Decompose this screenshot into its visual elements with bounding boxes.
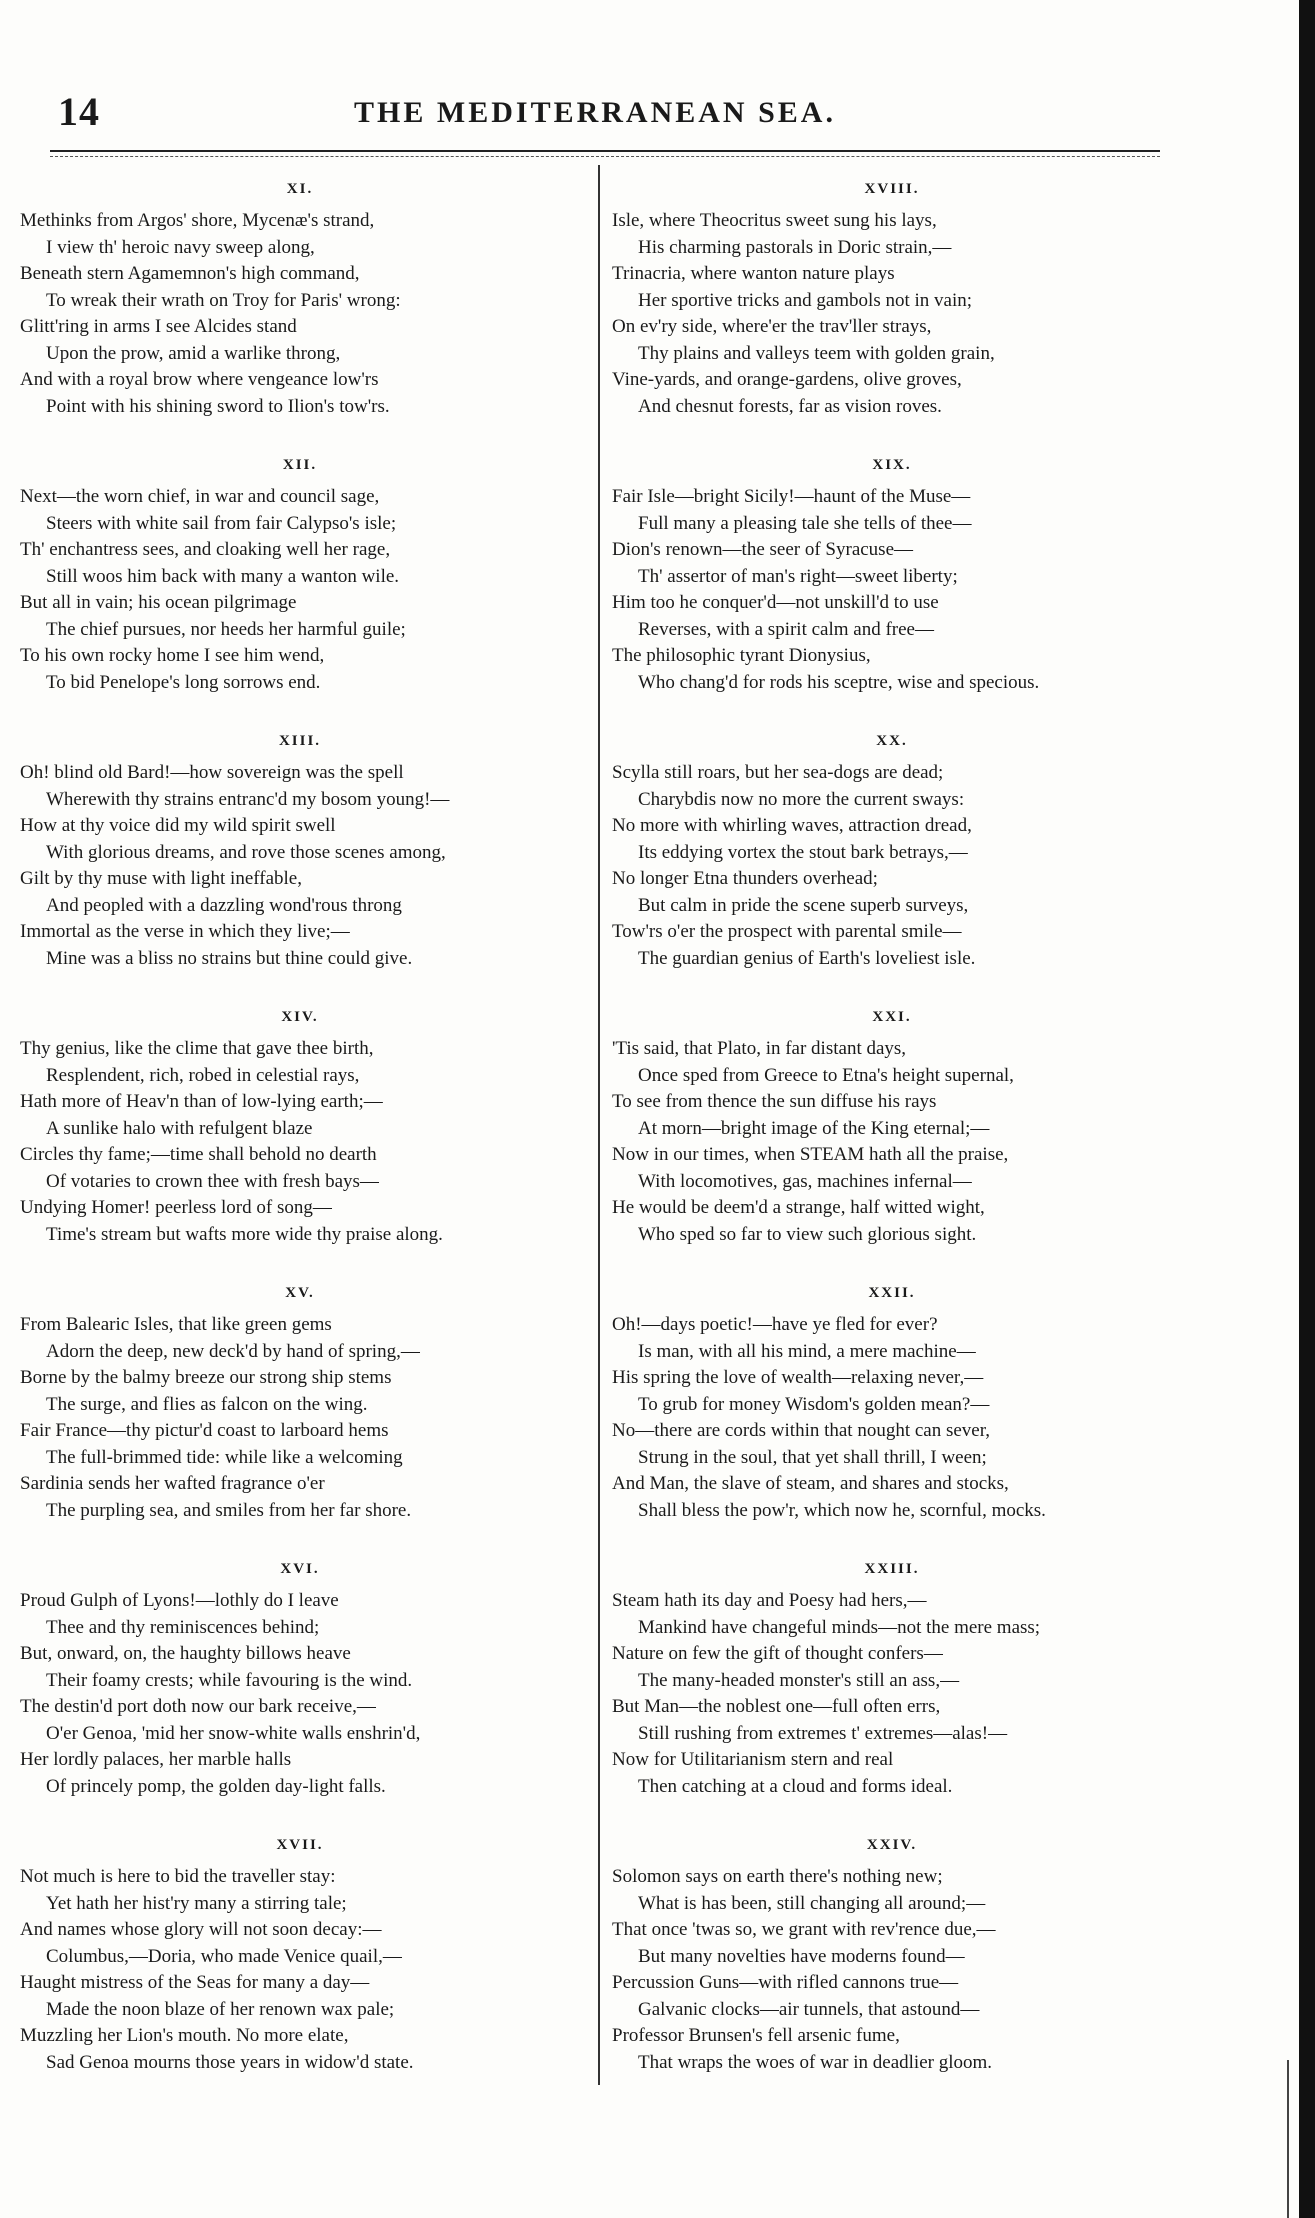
verse-line: 'Tis said, that Plato, in far distant days, bbox=[612, 1038, 907, 1059]
stanza bbox=[20, 998, 580, 1248]
stanza-numeral: XX. bbox=[876, 733, 908, 749]
verse-line: Sardinia sends her wafted fragrance o'er bbox=[20, 1473, 325, 1494]
verse-line: To his own rocky home I see him wend, bbox=[20, 645, 325, 666]
verse-line: Mine was a bliss no strains but thine could give. bbox=[46, 947, 413, 969]
verse-line: Professor Brunsen's fell arsenic fume, bbox=[612, 2025, 900, 2046]
stanza-gap bbox=[612, 972, 1172, 998]
verse-line: Time's stream but wafts more wide thy praise along. bbox=[46, 1223, 443, 1245]
verse-line: Now for Utilitarianism stern and real bbox=[612, 1749, 894, 1770]
header-rule-dashed bbox=[50, 156, 1160, 157]
stanza-numeral: XI. bbox=[286, 181, 314, 197]
stanza bbox=[612, 1274, 1172, 1524]
page-edge-line bbox=[1287, 2060, 1289, 2218]
page-number: 14 bbox=[58, 89, 100, 134]
stanza bbox=[612, 1550, 1172, 1800]
verse-line: Isle, where Theocritus sweet sung his lays, bbox=[612, 210, 937, 231]
verse-line: Not much is here to bid the traveller stay: bbox=[20, 1866, 336, 1887]
stanza-gap bbox=[612, 1800, 1172, 1826]
stanza-numeral: XV. bbox=[285, 1285, 315, 1301]
verse-line: Th' assertor of man's right—sweet liberty; bbox=[638, 565, 958, 587]
stanza bbox=[20, 1274, 580, 1524]
verse-line: And peopled with a dazzling wond'rous throng bbox=[46, 894, 402, 916]
verse-line: Haught mistress of the Seas for many a day— bbox=[20, 1972, 370, 1993]
verse-line: No longer Etna thunders overhead; bbox=[612, 868, 878, 889]
verse-line: Is man, with all his mind, a mere machine— bbox=[638, 1340, 976, 1362]
verse-line: Then catching at a cloud and forms ideal. bbox=[638, 1775, 953, 1797]
stanza-numeral: XII. bbox=[282, 457, 318, 473]
stanza-gap bbox=[612, 696, 1172, 722]
verse-line: Yet hath her hist'ry many a stirring tale; bbox=[46, 1892, 347, 1914]
verse-line: Of princely pomp, the golden day-light falls. bbox=[46, 1775, 386, 1797]
stanza-numeral: XVI. bbox=[280, 1561, 320, 1577]
verse-line: Galvanic clocks—air tunnels, that astound— bbox=[638, 1998, 980, 2020]
verse-line: That once 'twas so, we grant with rev'rence due,— bbox=[612, 1919, 996, 1940]
verse-line: Steam hath its day and Poesy had hers,— bbox=[612, 1590, 927, 1611]
verse-line: To see from thence the sun diffuse his rays bbox=[612, 1091, 937, 1112]
verse-line: Percussion Guns—with rifled cannons true— bbox=[612, 1972, 959, 1993]
stanza-numeral: XXI. bbox=[872, 1009, 912, 1025]
verse-line: Thy plains and valleys teem with golden grain, bbox=[638, 342, 995, 364]
page-header bbox=[30, 88, 1160, 144]
verse-line: Glitt'ring in arms I see Alcides stand bbox=[20, 316, 297, 337]
stanza-gap bbox=[20, 1524, 580, 1550]
verse-line: To wreak their wrath on Troy for Paris' wrong: bbox=[46, 289, 401, 311]
verse-line: O'er Genoa, 'mid her snow-white walls enshrin'd, bbox=[46, 1722, 421, 1744]
verse-line: Immortal as the verse in which they live;— bbox=[20, 921, 350, 942]
stanza bbox=[612, 998, 1172, 1248]
verse-line: Nature on few the gift of thought confers— bbox=[612, 1643, 943, 1664]
verse-line: Thy genius, like the clime that gave thee birth, bbox=[20, 1038, 374, 1059]
stanza bbox=[20, 722, 580, 972]
verse-line: With glorious dreams, and rove those scenes among, bbox=[46, 841, 446, 863]
running-title: THE MEDITERRANEAN SEA. bbox=[354, 96, 836, 129]
verse-line: Th' enchantress sees, and cloaking well her rage, bbox=[20, 539, 391, 560]
verse-line: The guardian genius of Earth's loveliest isle. bbox=[638, 947, 976, 969]
stanza-gap bbox=[20, 420, 580, 446]
verse-line: To grub for money Wisdom's golden mean?— bbox=[638, 1393, 990, 1415]
verse-line: Fair France—thy pictur'd coast to larboard hems bbox=[20, 1420, 389, 1441]
verse-line: Resplendent, rich, robed in celestial rays, bbox=[46, 1064, 360, 1086]
stanza bbox=[612, 1826, 1172, 2076]
stanza bbox=[20, 1550, 580, 1800]
verse-line: Reverses, with a spirit calm and free— bbox=[638, 618, 934, 640]
verse-line: His charming pastorals in Doric strain,— bbox=[638, 236, 952, 258]
verse-line: Once sped from Greece to Etna's height supernal, bbox=[638, 1064, 1014, 1086]
stanza bbox=[612, 170, 1172, 420]
verse-line: But Man—the noblest one—full often errs, bbox=[612, 1696, 941, 1717]
verse-line: He would be deem'd a strange, half witted wight, bbox=[612, 1197, 985, 1218]
header-rule bbox=[50, 150, 1160, 152]
stanza-numeral: XXIV. bbox=[866, 1837, 918, 1853]
left-column bbox=[20, 170, 580, 2076]
verse-line: No more with whirling waves, attraction dread, bbox=[612, 815, 972, 836]
stanza bbox=[20, 1826, 580, 2076]
verse-line: Still woos him back with many a wanton wile. bbox=[46, 565, 400, 587]
verse-line: Methinks from Argos' shore, Mycenæ's strand, bbox=[20, 210, 375, 231]
verse-line: But, onward, on, the haughty billows heave bbox=[20, 1643, 351, 1664]
verse-line: The full-brimmed tide: while like a welcoming bbox=[46, 1446, 403, 1468]
verse-line: Fair Isle—bright Sicily!—haunt of the Muse— bbox=[612, 486, 971, 507]
verse-line: Shall bless the pow'r, which now he, scornful, mocks. bbox=[638, 1499, 1046, 1521]
verse-line: The surge, and flies as falcon on the wing. bbox=[46, 1393, 368, 1415]
verse-line: Columbus,—Doria, who made Venice quail,— bbox=[46, 1945, 402, 1967]
verse-line: Proud Gulph of Lyons!—lothly do I leave bbox=[20, 1590, 339, 1611]
verse-line: The purpling sea, and smiles from her far shore. bbox=[46, 1499, 412, 1521]
stanza bbox=[612, 446, 1172, 696]
verse-line: Their foamy crests; while favouring is the wind. bbox=[46, 1669, 413, 1691]
verse-line: From Balearic Isles, that like green gems bbox=[20, 1314, 332, 1335]
verse-line: Still rushing from extremes t' extremes—alas!— bbox=[638, 1722, 1008, 1744]
stanza-numeral: XIV. bbox=[281, 1009, 319, 1025]
verse-line: Him too he conquer'd—not unskill'd to use bbox=[612, 592, 939, 613]
verse-line: Steers with white sail from fair Calypso's isle; bbox=[46, 512, 397, 534]
verse-line: But all in vain; his ocean pilgrimage bbox=[20, 592, 297, 613]
verse-line: And chesnut forests, far as vision roves. bbox=[638, 395, 942, 417]
verse-line: That wraps the woes of war in deadlier gloom. bbox=[638, 2051, 993, 2073]
verse-line: Full many a pleasing tale she tells of thee— bbox=[638, 512, 972, 534]
stanza bbox=[612, 722, 1172, 972]
verse-line: Now in our times, when STEAM hath all the praise, bbox=[612, 1144, 1009, 1165]
verse-line: Beneath stern Agamemnon's high command, bbox=[20, 263, 360, 284]
verse-line: Her sportive tricks and gambols not in vain; bbox=[638, 289, 973, 311]
verse-line: Upon the prow, amid a warlike throng, bbox=[46, 342, 341, 364]
verse-line: Adorn the deep, new deck'd by hand of spring,— bbox=[46, 1340, 420, 1362]
verse-line: Its eddying vortex the stout bark betrays,— bbox=[638, 841, 968, 863]
verse-line: Who chang'd for rods his sceptre, wise and specious. bbox=[638, 671, 1040, 693]
verse-line: And Man, the slave of steam, and shares and stocks, bbox=[612, 1473, 1009, 1494]
stanza bbox=[20, 446, 580, 696]
verse-line: And names whose glory will not soon decay:— bbox=[20, 1919, 382, 1940]
verse-line: Undying Homer! peerless lord of song— bbox=[20, 1197, 332, 1218]
stanza-numeral: XXIII. bbox=[864, 1561, 920, 1577]
verse-line: Mankind have changeful minds—not the mere mass; bbox=[638, 1616, 1041, 1638]
page-edge-shadow bbox=[1299, 0, 1315, 2218]
verse-line: Oh!—days poetic!—have ye fled for ever? bbox=[612, 1314, 938, 1335]
verse-line: Dion's renown—the seer of Syracuse— bbox=[612, 539, 914, 560]
verse-line: But calm in pride the scene superb surveys, bbox=[638, 894, 969, 916]
verse-line: Tow'rs o'er the prospect with parental smile— bbox=[612, 921, 962, 942]
verse-line: I view th' heroic navy sweep along, bbox=[46, 236, 315, 258]
verse-line: Hath more of Heav'n than of low-lying earth;— bbox=[20, 1091, 383, 1112]
verse-line: What is has been, still changing all around;— bbox=[638, 1892, 986, 1914]
stanza-numeral: XIX. bbox=[872, 457, 912, 473]
verse-line: Thee and thy reminiscences behind; bbox=[46, 1616, 320, 1638]
stanza bbox=[20, 170, 580, 420]
stanza-gap bbox=[20, 1800, 580, 1826]
stanza-numeral: XVII. bbox=[276, 1837, 324, 1853]
verse-line: Trinacria, where wanton nature plays bbox=[612, 263, 895, 284]
verse-line: A sunlike halo with refulgent blaze bbox=[46, 1117, 313, 1139]
verse-line: Wherewith thy strains entranc'd my bosom young!— bbox=[46, 788, 450, 810]
verse-line: To bid Penelope's long sorrows end. bbox=[46, 671, 321, 693]
stanza-numeral: XVIII. bbox=[864, 181, 920, 197]
right-column bbox=[612, 170, 1172, 2076]
verse-line: Scylla still roars, but her sea-dogs are dead; bbox=[612, 762, 944, 783]
verse-line: But many novelties have moderns found— bbox=[638, 1945, 965, 1967]
stanza-gap bbox=[612, 420, 1172, 446]
verse-line: Gilt by thy muse with light ineffable, bbox=[20, 868, 302, 889]
verse-line: Oh! blind old Bard!—how sovereign was the spell bbox=[20, 762, 404, 783]
verse-line: The destin'd port doth now our bark receive,— bbox=[20, 1696, 376, 1717]
verse-line: Her lordly palaces, her marble halls bbox=[20, 1749, 292, 1770]
stanza-numeral: XXII. bbox=[868, 1285, 916, 1301]
verse-line: Who sped so far to view such glorious sight. bbox=[638, 1223, 977, 1245]
verse-line: The philosophic tyrant Dionysius, bbox=[612, 645, 871, 666]
verse-line: Strung in the soul, that yet shall thrill, I ween; bbox=[638, 1446, 987, 1468]
stanza-gap bbox=[20, 1248, 580, 1274]
verse-line: No—there are cords within that nought can sever, bbox=[612, 1420, 991, 1441]
verse-line: Vine-yards, and orange-gardens, olive groves, bbox=[612, 369, 962, 390]
verse-line: Charybdis now no more the current sways: bbox=[638, 788, 965, 810]
verse-line: The chief pursues, nor heeds her harmful guile; bbox=[46, 618, 406, 640]
verse-line: The many-headed monster's still an ass,— bbox=[638, 1669, 960, 1691]
verse-line: At morn—bright image of the King eternal;— bbox=[638, 1117, 990, 1139]
verse-line: Muzzling her Lion's mouth. No more elate, bbox=[20, 2025, 349, 2046]
verse-line: On ev'ry side, where'er the trav'ller strays, bbox=[612, 316, 932, 337]
stanza-gap bbox=[20, 972, 580, 998]
verse-line: His spring the love of wealth—relaxing never,— bbox=[612, 1367, 984, 1388]
verse-line: Made the noon blaze of her renown wax pale; bbox=[46, 1998, 395, 2020]
verse-line: Solomon says on earth there's nothing new; bbox=[612, 1866, 943, 1887]
column-divider bbox=[598, 165, 600, 2085]
stanza-gap bbox=[612, 1524, 1172, 1550]
stanza-numeral: XIII. bbox=[278, 733, 322, 749]
verse-line: With locomotives, gas, machines infernal— bbox=[638, 1170, 972, 1192]
verse-line: And with a royal brow where vengeance low'rs bbox=[20, 369, 379, 390]
stanza-gap bbox=[20, 696, 580, 722]
verse-line: Next—the worn chief, in war and council sage, bbox=[20, 486, 380, 507]
verse-line: Borne by the balmy breeze our strong ship stems bbox=[20, 1367, 392, 1388]
verse-line: Point with his shining sword to Ilion's tow'rs. bbox=[46, 395, 390, 417]
verse-line: Of votaries to crown thee with fresh bays— bbox=[46, 1170, 379, 1192]
stanza-gap bbox=[612, 1248, 1172, 1274]
verse-line: How at thy voice did my wild spirit swell bbox=[20, 815, 336, 836]
verse-line: Sad Genoa mourns those years in widow'd state. bbox=[46, 2051, 414, 2073]
verse-line: Circles thy fame;—time shall behold no dearth bbox=[20, 1144, 377, 1165]
